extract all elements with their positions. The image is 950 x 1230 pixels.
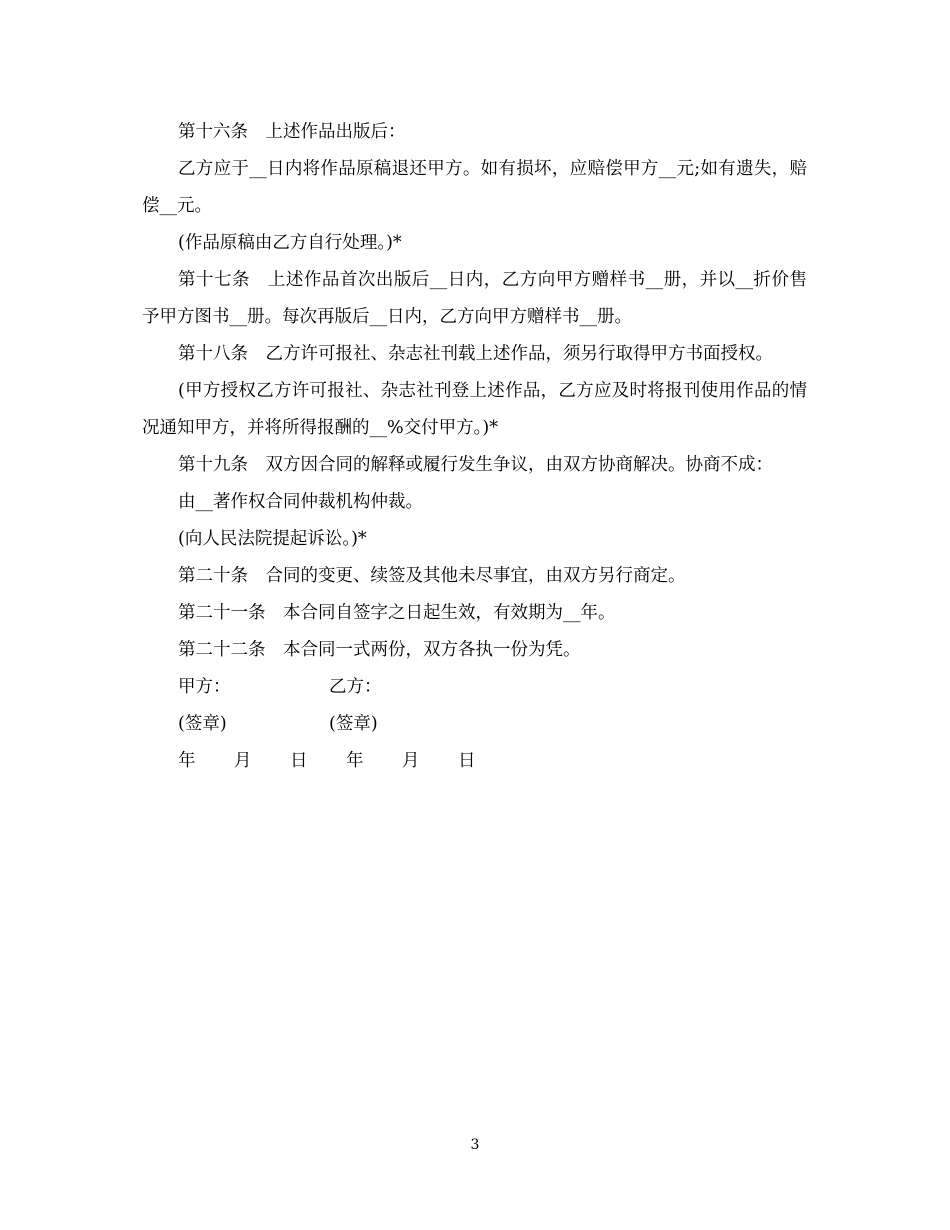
clause-21-text: 第二十一条 本合同自签字之日起生效，有效期为__年。: [178, 603, 616, 623]
party-a-date-month: 月: [234, 751, 252, 771]
clause-18-text: 第十八条 乙方许可报社、杂志社刊载上述作品，须另行取得甲方书面授权。: [178, 344, 773, 364]
party-b-date-year: 年: [346, 751, 364, 771]
party-b-seal: (签章): [329, 714, 378, 734]
clause-18-alternative: (甲方授权乙方许可报社、杂志社刊登上述作品，乙方应及时将报刊使用作品的情况通知甲方，并将所得报酬的__%交付甲方。)*: [142, 381, 807, 438]
clause-19-text: 第十九条 双方因合同的解释或履行发生争议，由双方协商解决。协商不成：: [178, 455, 773, 475]
party-labels-row: [142, 669, 807, 706]
clause-20-text: 第二十条 合同的变更、续签及其他未尽事宜，由双方另行商定。: [178, 566, 686, 586]
party-b-date-month: 月: [402, 751, 420, 771]
clause-17-text: 第十七条 上述作品首次出版后__日内，乙方向甲方赠样书__册，并以__折价售予甲方图书__册。每次再版后__日内，乙方向甲方赠样书__册。: [142, 270, 807, 327]
party-b-date-day: 日: [458, 751, 476, 771]
clause-22-text: 第二十二条 本合同一式两份，双方各执一份为凭。: [178, 640, 581, 660]
party-a-seal: (签章): [178, 714, 227, 734]
clause-19-alternative: (向人民法院提起诉讼。)*: [178, 529, 367, 549]
party-a-date-day: 日: [290, 751, 308, 771]
clause-16-alternative: (作品原稿由乙方自行处理。)*: [178, 233, 402, 253]
clause-16-heading: 第十六条 上述作品出版后：: [178, 122, 406, 142]
contract-body: [142, 114, 807, 780]
party-a-label: 甲方：: [178, 677, 231, 697]
date-row: [142, 743, 807, 780]
seal-row: [142, 706, 807, 743]
clause-16-text: 乙方应于__日内将作品原稿退还甲方。如有损坏，应赔偿甲方__元;如有遗失，赔偿__元。: [142, 159, 807, 216]
party-a-date-year: 年: [178, 751, 196, 771]
party-b-label: 乙方：: [329, 677, 382, 697]
page-number: 3: [470, 1137, 480, 1153]
clause-19-arbitration: 由__著作权合同仲裁机构仲裁。: [178, 492, 423, 512]
